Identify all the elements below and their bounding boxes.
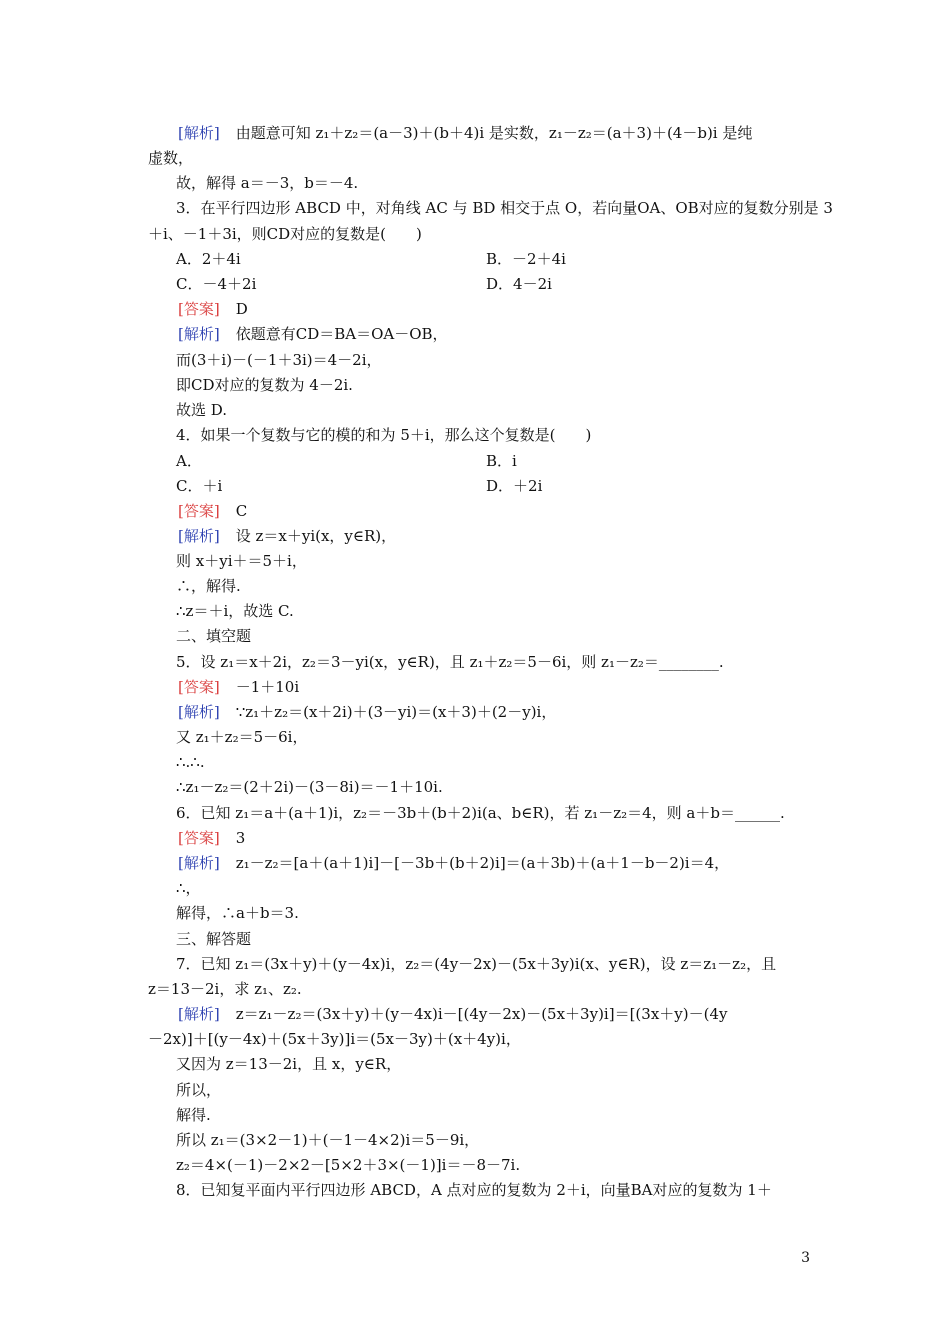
text-line [176, 502, 810, 520]
line-text: ∴，解得. [176, 577, 241, 595]
line-text: C [235, 502, 248, 520]
line-text: 设 z＝x＋yi(x，y∈R)， [235, 527, 397, 545]
text-line [176, 653, 810, 671]
option-right: D．＋2i [486, 477, 543, 495]
text-line [176, 879, 810, 897]
text-line [148, 225, 810, 243]
text-line [176, 452, 810, 470]
text-line [148, 149, 810, 167]
analysis-label: [解析] [178, 1005, 220, 1023]
line-text: ＋i、－1＋3i，则CD对应的复数是( ) [148, 225, 422, 243]
text-line [176, 426, 810, 444]
text-line [176, 602, 810, 620]
text-line [176, 325, 810, 343]
text-line [176, 678, 810, 696]
text-line [176, 930, 810, 948]
line-text: 依题意有CD＝BA＝OA－OB， [235, 325, 448, 343]
line-text: 所以， [176, 1081, 222, 1099]
line-text: 3．在平行四边形 ABCD 中，对角线 AC 与 BD 相交于点 O，若向量OA、OB对应的复数分别是 3 [176, 199, 833, 217]
answer-label: [答案] [178, 829, 220, 847]
text-line [176, 854, 810, 872]
analysis-label: [解析] [178, 854, 220, 872]
line-text: 解得，∴a＋b＝3. [176, 904, 299, 922]
text-line [176, 351, 810, 369]
line-text: z＝z₁－z₂＝(3x＋y)＋(y－4x)i－[(4y－2x)－(5x＋3y)i]＝[(3x＋y)－(4y [235, 1005, 728, 1023]
text-line [176, 552, 810, 570]
text-line [148, 980, 810, 998]
page-number: 3 [801, 1250, 810, 1266]
text-line [176, 728, 810, 746]
line-text: z＝13－2i，求 z₁、z₂. [148, 980, 302, 998]
option-right: B．－2＋4i [486, 250, 566, 268]
text-line [176, 300, 810, 318]
option-left: C．＋i [176, 477, 223, 495]
text-line [176, 527, 810, 545]
line-text: －1＋10i [235, 678, 300, 696]
line-text: 7．已知 z₁＝(3x＋y)＋(y－4x)i，z₂＝(4y－2x)－(5x＋3y)i(x、y∈R)，设 z＝z₁－z₂，且 [176, 955, 777, 973]
text-line [176, 627, 810, 645]
text-line [176, 1005, 810, 1023]
text-line [176, 199, 833, 217]
text-line [176, 376, 810, 394]
line-text: －2x)]＋[(y－4x)＋(5x＋3y)]i＝(5x－3y)＋(x＋4y)i， [148, 1030, 521, 1048]
line-text: 4．如果一个复数与它的模的和为 5＋i，那么这个复数是( ) [176, 426, 592, 444]
option-right: B．i [486, 452, 517, 470]
line-text: 又 z₁＋z₂＝5－6i， [176, 728, 308, 746]
text-line [176, 778, 810, 796]
line-text: 又因为 z＝13－2i，且 x，y∈R， [176, 1055, 402, 1073]
line-text: 6．已知 z₁＝a＋(a＋1)i，z₂＝－3b＋(b＋2)i(a、b∈R)，若 z₁－z₂＝4，则 a＋b＝______. [176, 804, 785, 822]
line-text: 所以 z₁＝(3×2－1)＋(－1－4×2)i＝5－9i， [176, 1131, 480, 1149]
text-line [176, 1055, 810, 1073]
text-line [176, 829, 810, 847]
line-text: 由题意可知 z₁＋z₂＝(a－3)＋(b＋4)i 是实数，z₁－z₂＝(a＋3)＋(4－b)i 是纯 [235, 124, 753, 142]
text-line [176, 577, 810, 595]
text-line [176, 124, 810, 142]
answer-label: [答案] [178, 300, 220, 318]
text-line [176, 1156, 810, 1174]
line-text: 则 x＋yi＋＝5＋i， [176, 552, 307, 570]
line-text: ∴z＝＋i，故选 C. [176, 602, 294, 620]
text-line [176, 804, 810, 822]
analysis-label: [解析] [178, 124, 220, 142]
line-text: 故，解得 a＝－3，b＝－4. [176, 174, 359, 192]
answer-label: [答案] [178, 678, 220, 696]
text-line [176, 401, 810, 419]
line-text: 而(3＋i)－(－1＋3i)＝4－2i， [176, 351, 382, 369]
option-right: D．4－2i [486, 275, 552, 293]
text-line [176, 477, 810, 495]
line-text: ∴.∴. [176, 753, 205, 771]
line-text: 即CD对应的复数为 4－2i. [176, 376, 353, 394]
analysis-label: [解析] [178, 703, 220, 721]
analysis-label: [解析] [178, 325, 220, 343]
text-line [176, 1106, 810, 1124]
line-text: z₁－z₂＝[a＋(a＋1)i]－[－3b＋(b＋2)i]＝(a＋3b)＋(a＋1－b－2)i＝4， [235, 854, 730, 872]
text-line [148, 1030, 810, 1048]
line-text: 虚数， [148, 149, 194, 167]
line-text: 解得. [176, 1106, 211, 1124]
text-line [176, 174, 810, 192]
line-text: 三、解答题 [176, 930, 252, 948]
text-line [176, 1081, 810, 1099]
text-line [176, 904, 810, 922]
text-line [176, 1131, 810, 1149]
line-text: z₂＝4×(－1)－2×2－[5×2＋3×(－1)]i＝－8－7i. [176, 1156, 521, 1174]
line-text: 3 [235, 829, 246, 847]
text-line [176, 955, 810, 973]
line-text: 故选 D. [176, 401, 228, 419]
option-left: A．2＋4i [176, 250, 241, 268]
line-text: ∴z₁－z₂＝(2＋2i)－(3－8i)＝－1＋10i. [176, 778, 443, 796]
option-left: C．－4＋2i [176, 275, 257, 293]
line-text: 8．已知复平面内平行四边形 ABCD，A 点对应的复数为 2＋i，向量BA对应的复数为 1＋ [176, 1181, 772, 1199]
text-line [176, 250, 810, 268]
answer-label: [答案] [178, 502, 220, 520]
text-line [176, 1181, 810, 1199]
line-text: D [235, 300, 248, 318]
option-left: A． [176, 452, 202, 470]
text-line [176, 703, 810, 721]
line-text: 5．设 z₁＝x＋2i，z₂＝3－yi(x，y∈R)，且 z₁＋z₂＝5－6i，则 z₁－z₂＝________. [176, 653, 724, 671]
line-text: 二、填空题 [176, 627, 252, 645]
analysis-label: [解析] [178, 527, 220, 545]
text-line [176, 753, 810, 771]
line-text: ∴， [176, 879, 201, 897]
text-line [176, 275, 810, 293]
line-text: ∵z₁＋z₂＝(x＋2i)＋(3－yi)＝(x＋3)＋(2－y)i， [235, 703, 557, 721]
